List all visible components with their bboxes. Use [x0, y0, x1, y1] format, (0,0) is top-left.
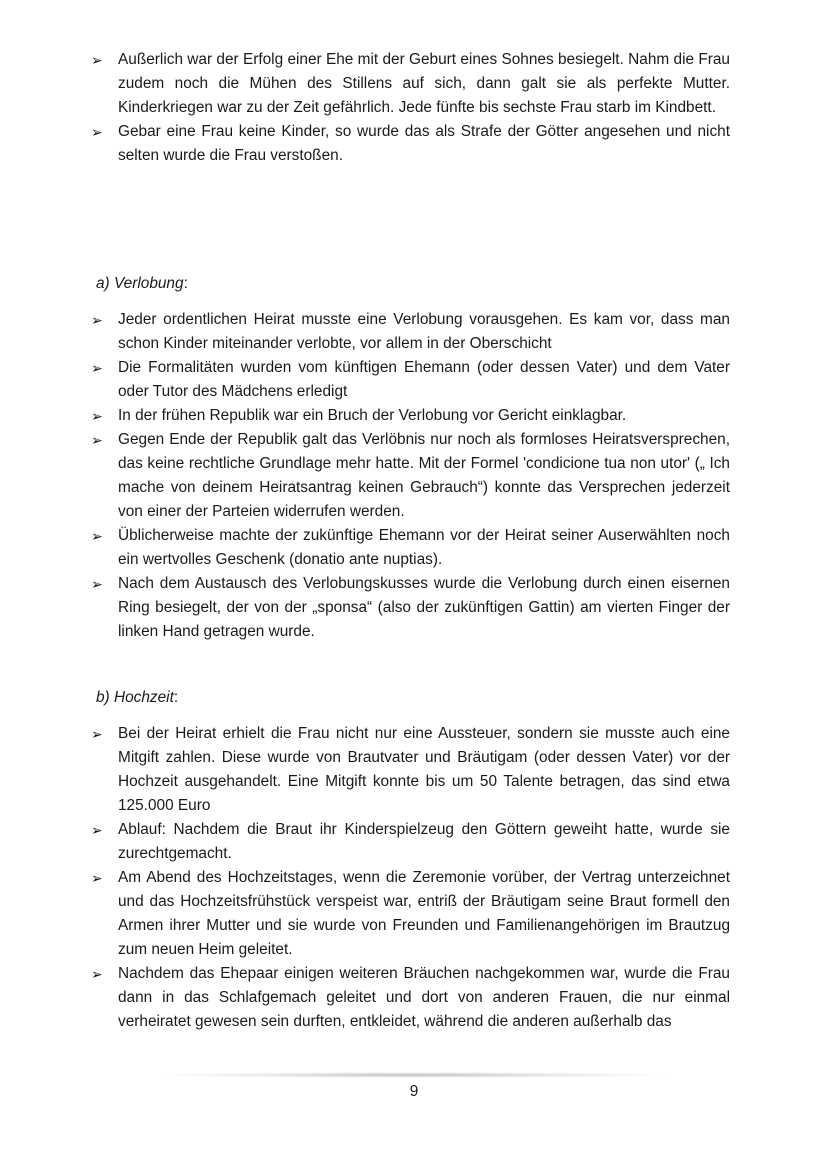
list-item [88, 428, 730, 524]
section-heading-verlobung [96, 272, 188, 296]
section-heading-text: a) Verlobung [96, 275, 184, 292]
section-heading-hochzeit [96, 686, 178, 710]
list-item-text: In der frühen Republik war ein Bruch der Verlobung vor Gericht einklagbar. [118, 407, 627, 424]
arrow-bullet-icon: ➢ [91, 408, 103, 424]
arrow-bullet-icon: ➢ [91, 52, 103, 68]
list-item [88, 356, 730, 404]
list-item [88, 866, 730, 962]
arrow-bullet-icon: ➢ [91, 966, 103, 982]
arrow-bullet-icon: ➢ [91, 726, 103, 742]
list-item-text: Die Formalitäten wurden vom künftigen Ehemann (oder dessen Vater) und dem Vater oder Tutor des Mädchens erledigt [118, 359, 730, 400]
list-item [88, 308, 730, 356]
list-item-text: Am Abend des Hochzeitstages, wenn die Zeremonie vorüber, der Vertrag unterzeichnet und das Hochzeitsfrühstück verspeist war, entriß der Bräutigam seine Braut formell den Armen ihrer Mutter und sie wurde von Freunden und Familienangehörigen im Brautzug zum neuen Heim geleitet. [118, 869, 730, 958]
list-item-text: Nachdem das Ehepaar einigen weiteren Bräuchen nachgekommen war, wurde die Frau dann in das Schlafgemach geleitet und dort von anderen Frauen, die nur einmal verheiratet gewesen sein durften, entkleidet, während die anderen außerhalb das [118, 965, 730, 1030]
arrow-bullet-icon: ➢ [91, 124, 103, 140]
verlobung-bullet-list [88, 308, 730, 644]
footer-divider [160, 1072, 665, 1078]
section-heading-colon: : [183, 275, 188, 292]
list-item [88, 404, 730, 428]
list-item-text: Außerlich war der Erfolg einer Ehe mit der Geburt eines Sohnes besiegelt. Nahm die Frau zudem noch die Mühen des Stillens auf sich, dann galt sie als perfekte Mutter. Kinderkriegen war zu der Zeit gefährlich. Jede fünfte bis sechste Frau starb im Kindbett. [118, 51, 730, 116]
arrow-bullet-icon: ➢ [91, 822, 103, 838]
page-number: 9 [409, 1083, 419, 1100]
list-item-text: Gebar eine Frau keine Kinder, so wurde das als Strafe der Götter angesehen und nicht selten wurde die Frau verstoßen. [118, 123, 730, 164]
list-item [88, 524, 730, 572]
section-heading-text: b) Hochzeit [96, 689, 174, 706]
arrow-bullet-icon: ➢ [91, 360, 103, 376]
list-item-text: Ablauf: Nachdem die Braut ihr Kinderspielzeug den Göttern geweiht hatte, wurde sie zurechtgemacht. [118, 821, 730, 862]
intro-bullet-list [88, 48, 730, 168]
list-item-text: Bei der Heirat erhielt die Frau nicht nur eine Aussteuer, sondern sie musste auch eine Mitgift zahlen. Diese wurde von Brautvater und Bräutigam (oder dessen Vater) vor der Hochzeit ausgehandelt. Eine Mitgift konnte bis um 50 Talente betragen, das sind etwa 125.000 Euro [118, 725, 730, 814]
list-item [88, 48, 730, 120]
list-item-text: Jeder ordentlichen Heirat musste eine Verlobung vorausgehen. Es kam vor, dass man schon Kinder miteinander verlobte, vor allem in der Oberschicht [118, 311, 730, 352]
list-item [88, 572, 730, 644]
arrow-bullet-icon: ➢ [91, 528, 103, 544]
list-item [88, 120, 730, 168]
arrow-bullet-icon: ➢ [91, 432, 103, 448]
list-item-text: Nach dem Austausch des Verlobungskusses wurde die Verlobung durch einen eisernen Ring besiegelt, der von der „sponsa“ (also der zukünftigen Gattin) am vierten Finger der linken Hand getragen wurde. [118, 575, 730, 640]
arrow-bullet-icon: ➢ [91, 312, 103, 328]
list-item [88, 962, 730, 1034]
arrow-bullet-icon: ➢ [91, 870, 103, 886]
arrow-bullet-icon: ➢ [91, 576, 103, 592]
list-item-text: Gegen Ende der Republik galt das Verlöbnis nur noch als formloses Heiratsversprechen, das keine rechtliche Grundlage mehr hatte. Mit der Formel 'condicione tua non utor' („ Ich mache von deinem Heiratsantrag keinen Gebrauch“) konnte das Versprechen jederzeit von einer der Parteien widerrufen werden. [118, 431, 730, 520]
list-item [88, 818, 730, 866]
list-item [88, 722, 730, 818]
hochzeit-bullet-list [88, 722, 730, 1034]
list-item-text: Üblicherweise machte der zukünftige Ehemann vor der Heirat seiner Auserwählten noch ein wertvolles Geschenk (donatio ante nuptias). [118, 527, 730, 568]
section-heading-colon: : [173, 689, 179, 706]
